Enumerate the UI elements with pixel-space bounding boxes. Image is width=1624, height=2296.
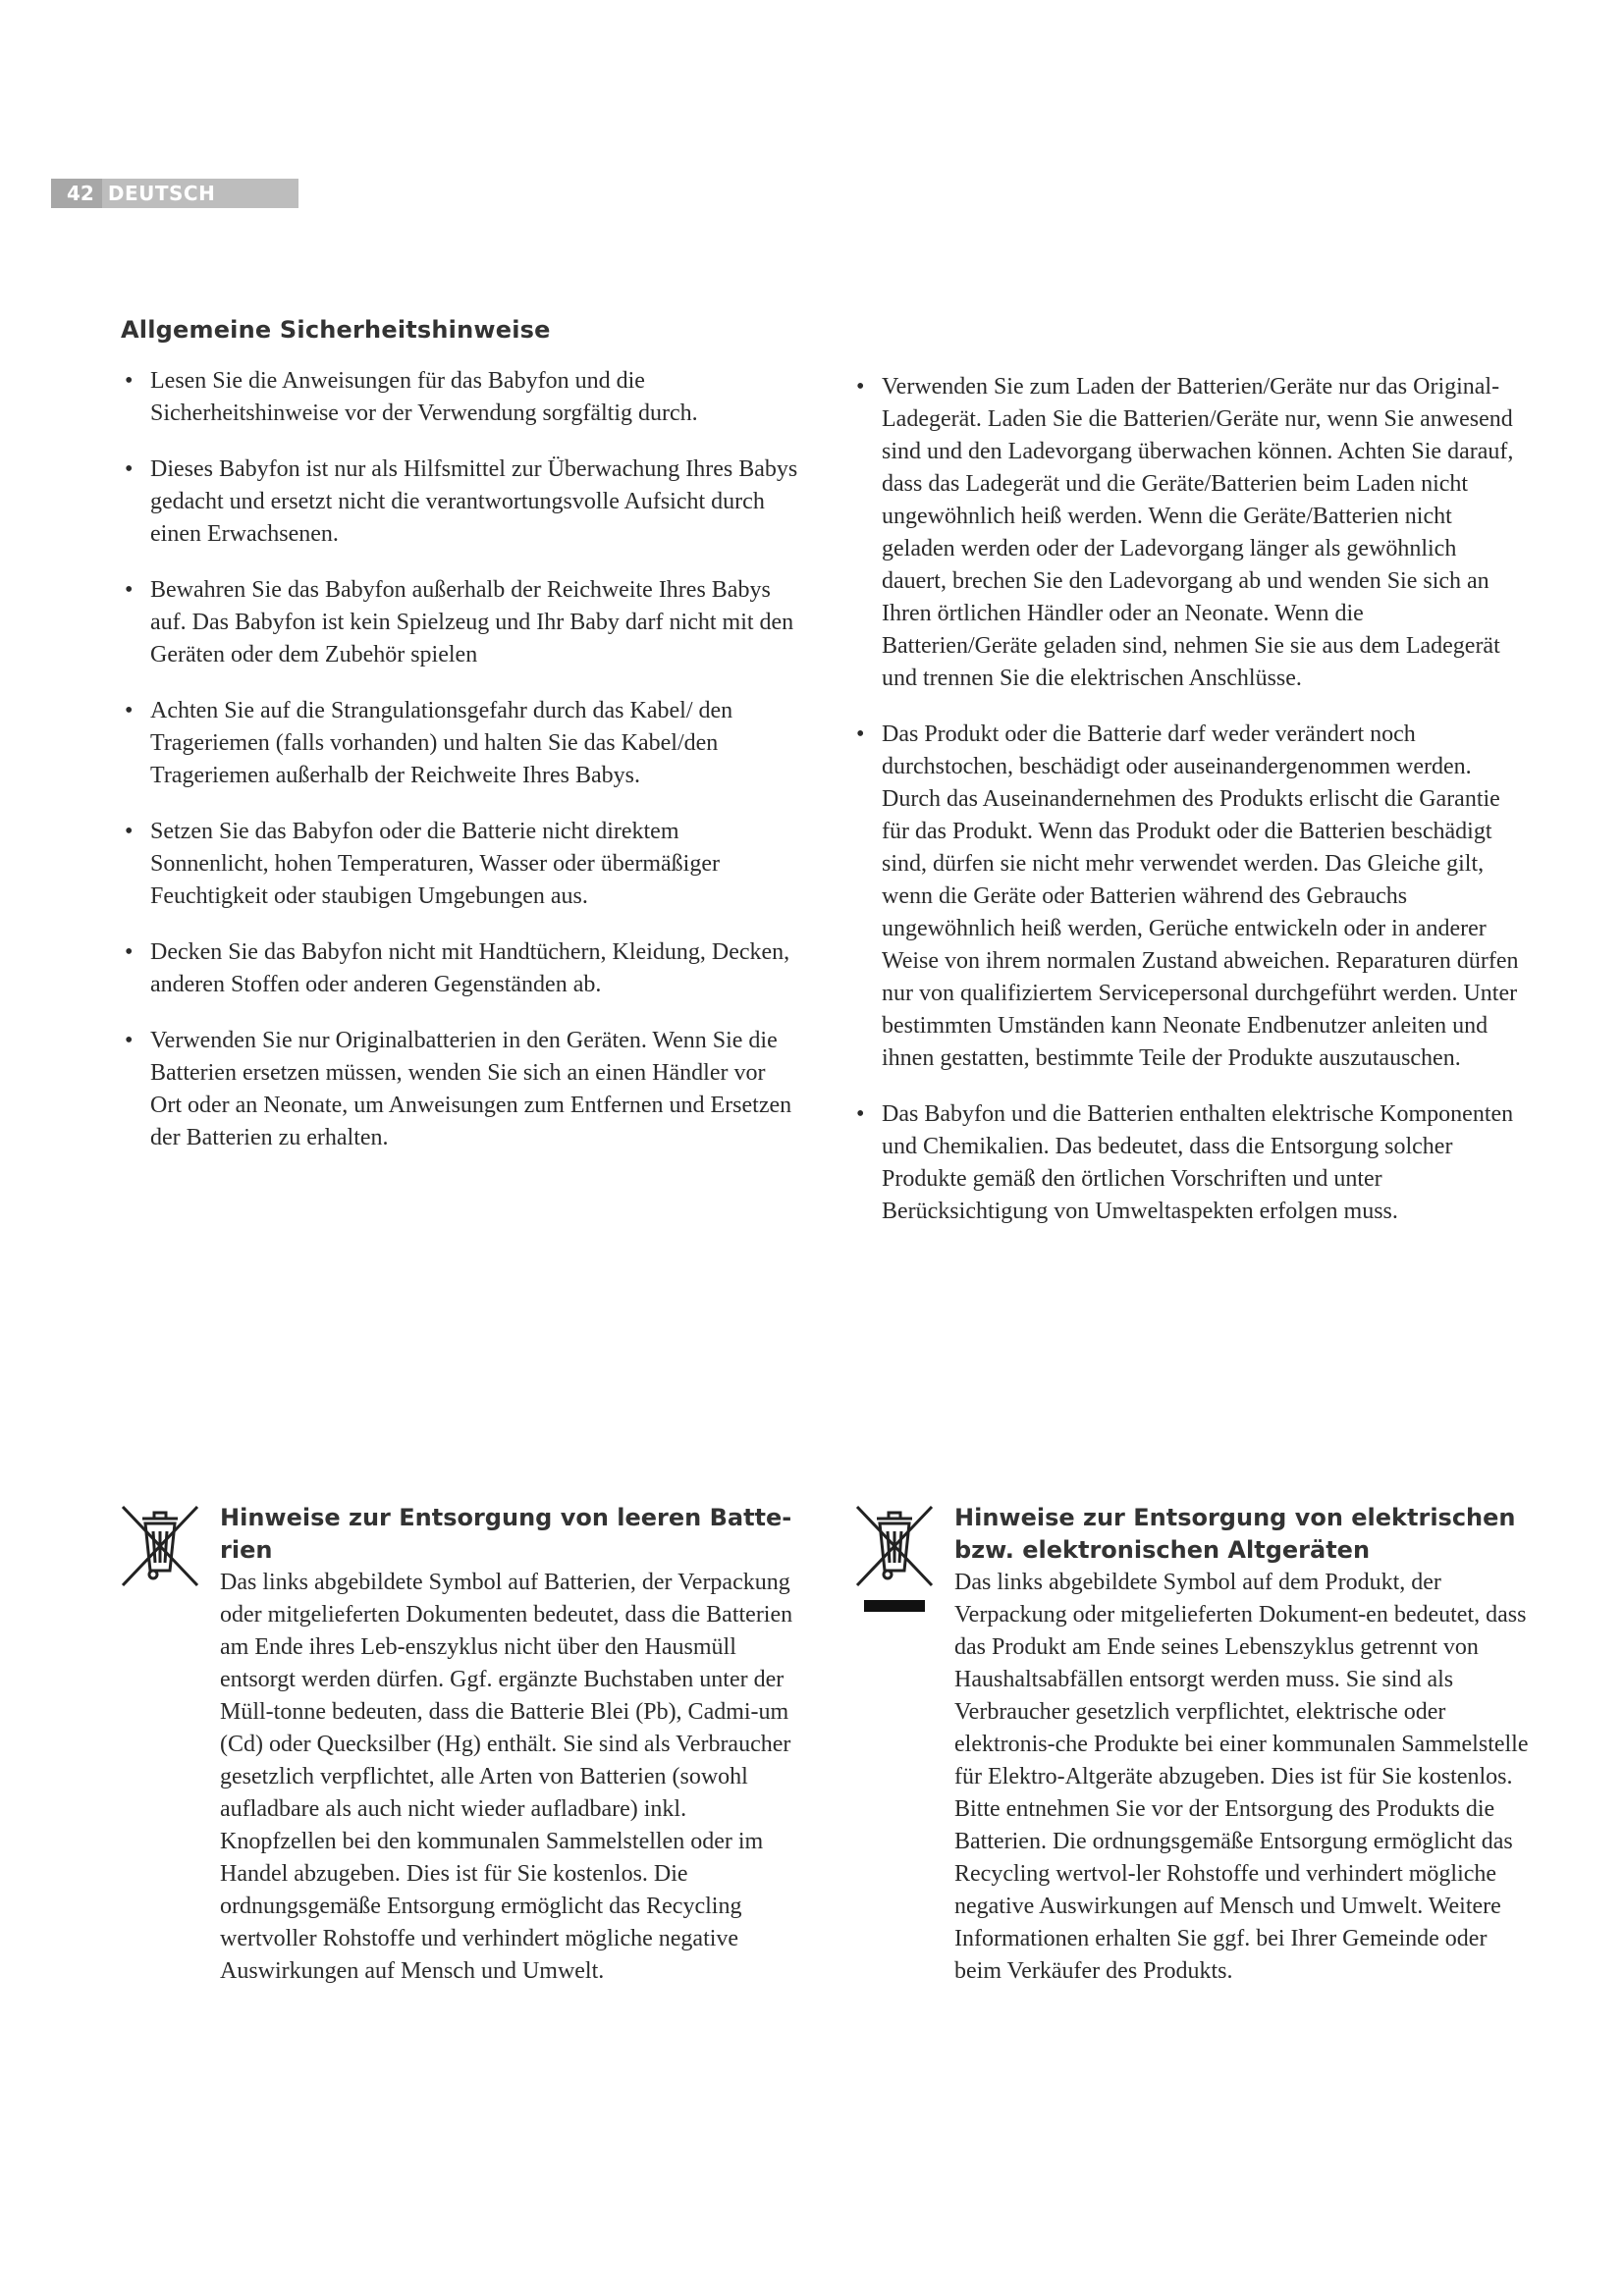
page-number: 42 <box>51 179 102 208</box>
list-item: • Das Babyfon und die Batterien enthalten elektrische Komponenten und Chemikalien. Das bedeutet, dass die Entsorgung solcher Produkte gemäß den örtlichen Vorschriften und unter Berücksichtigung von Umweltaspekten erfolgen muss. <box>856 1101 1514 1224</box>
safety-column-right <box>852 371 1520 1252</box>
list-item: • Dieses Babyfon ist nur als Hilfsmittel zur Überwachung Ihres Babys gedacht und ersetzt nicht die verantwortungsvolle Aufsicht durch einen Erwachsenen. <box>125 456 798 547</box>
battery-disposal-body: Das links abgebildete Symbol auf Batterien, der Verpackung oder mitgelieferten Dokumenten bedeutet, dass die Batterien am Ende ihres Leb-enszyklus nicht über den Hausmüll entsorgt werden dürfen. Ggf. ergänzte Buchstaben unter der Müll-tonne bedeuten, dass die Batterie Blei (Pb), Cadmi-um (Cd) oder Quecksilber (Hg) enthält. Sie sind als Verbraucher gesetzlich verpflichtet, alle Arten von Batterien (sowohl aufladbare als auch nicht wieder aufladbare) inkl. Knopfzellen bei den kommunalen Sammelstellen oder im Handel abzugeben. Dies ist für Sie kostenlos. Die ordnungsgemäße Entsorgung ermöglicht das Recycling wertvoller Rohstoffe und verhindert mögliche negative Auswirkungen auf Mensch und Umwelt. <box>220 1570 793 1984</box>
electronics-disposal-section <box>852 1502 1530 1988</box>
section-title: Allgemeine Sicherheitshinweise <box>121 316 551 344</box>
battery-disposal-title: Hinweise zur Entsorgung von leeren Batte-rien <box>220 1504 792 1564</box>
battery-disposal-section <box>118 1502 795 1988</box>
electronics-disposal-body: Das links abgebildete Symbol auf dem Produkt, der Verpackung oder mitgelieferten Dokument-en bedeutet, dass das Produkt am Ende seines Lebenszyklus getrennt von Haushaltsabfällen entsorgt werden muss. Sie sind als Verbraucher gesetzlich verpflichtet, elektrische oder elektronis-che Produkte bei einer kommunalen Sammelstelle für Elektro-Altgeräte abzugeben. Dies ist für Sie kostenlos. Bitte entnehmen Sie vor der Entsorgung des Produkts die Batterien. Die ordnungsgemäße Entsorgung ermöglicht das Recycling wertvol-ler Rohstoffe und verhindert mögliche negative Auswirkungen auf Mensch und Umwelt. Weitere Informationen erhalten Sie ggf. bei Ihrer Gemeinde oder beim Verkäufer des Produkts. <box>954 1570 1529 1984</box>
crossed-out-bin-with-bar-icon <box>852 1502 954 1988</box>
list-item: • Decken Sie das Babyfon nicht mit Handtüchern, Kleidung, Decken, anderen Stoffen oder anderen Gegenständen ab. <box>125 939 790 997</box>
safety-list-left <box>121 365 798 1154</box>
safety-list-right <box>852 371 1520 1228</box>
list-item: • Bewahren Sie das Babyfon außerhalb der Reichweite Ihres Babys auf. Das Babyfon ist kein Spielzeug und Ihr Baby darf nicht mit den Geräten oder dem Zubehör spielen <box>125 577 794 667</box>
crossed-out-bin-icon <box>118 1502 220 1988</box>
list-item: • Das Produkt oder die Batterie darf weder verändert noch durchstochen, beschädigt oder auseinandergenommen werden. Durch das Auseinandernehmen des Produkts erlischt die Garantie für das Produkt. Wenn das Produkt oder die Batterien beschädigt sind, dürfen sie nicht mehr verwendet werden. Das Gleiche gilt, wenn die Geräte oder Batterien während des Gebrauchs ungewöhnlich heiß werden, Gerüche entwickeln oder in anderer Weise von ihrem normalen Zustand abweichen. Reparaturen dürfen nur von qualifiziertem Servicepersonal durchgeführt werden. Unter bestimmten Umständen kann Neonate Endbenutzer anleiten und ihnen gestatten, bestimmte Teile der Produkte auszutauschen. <box>856 721 1519 1071</box>
list-item: • Lesen Sie die Anweisungen für das Babyfon und die Sicherheitshinweise vor der Verwendung sorgfältig durch. <box>125 368 698 426</box>
page-header <box>51 179 298 208</box>
electronics-disposal-title: Hinweise zur Entsorgung von elektrischen bzw. elektronischen Altgeräten <box>954 1504 1516 1564</box>
safety-column-left <box>121 316 798 1178</box>
list-item: • Verwenden Sie nur Originalbatterien in den Geräten. Wenn Sie die Batterien ersetzen müssen, wenden Sie sich an einen Händler vor Ort oder an Neonate, um Anweisungen zum Entfernen und Ersetzen der Batterien zu erhalten. <box>125 1028 792 1150</box>
list-item: • Setzen Sie das Babyfon oder die Batterie nicht direktem Sonnenlicht, hohen Temperaturen, Wasser oder übermäßiger Feuchtigkeit oder staubigen Umgebungen aus. <box>125 819 720 909</box>
page-language: DEUTSCH <box>107 182 216 205</box>
list-item: • Verwenden Sie zum Laden der Batterien/Geräte nur das Original-Ladegerät. Laden Sie die Batterien/Geräte nur, wenn Sie anwesend sind und den Ladevorgang überwachen können. Achten Sie darauf, dass das Ladegerät und die Geräte/Batterien beim Laden nicht ungewöhnlich heiß werden. Wenn die Geräte/Batterien nicht geladen werden oder der Ladevorgang länger als gewöhnlich dauert, brechen Sie den Ladevorgang ab und wenden Sie sich an Ihren örtlichen Händler oder an Neonate. Wenn die Batterien/Geräte geladen sind, nehmen Sie sie aus dem Ladegerät und trennen Sie die elektrischen Anschlüsse. <box>856 374 1514 691</box>
list-item: • Achten Sie auf die Strangulationsgefahr durch das Kabel/ den Trageriemen (falls vorhanden) und halten Sie das Kabel/den Trageriemen außerhalb der Reichweite Ihres Babys. <box>125 698 733 788</box>
